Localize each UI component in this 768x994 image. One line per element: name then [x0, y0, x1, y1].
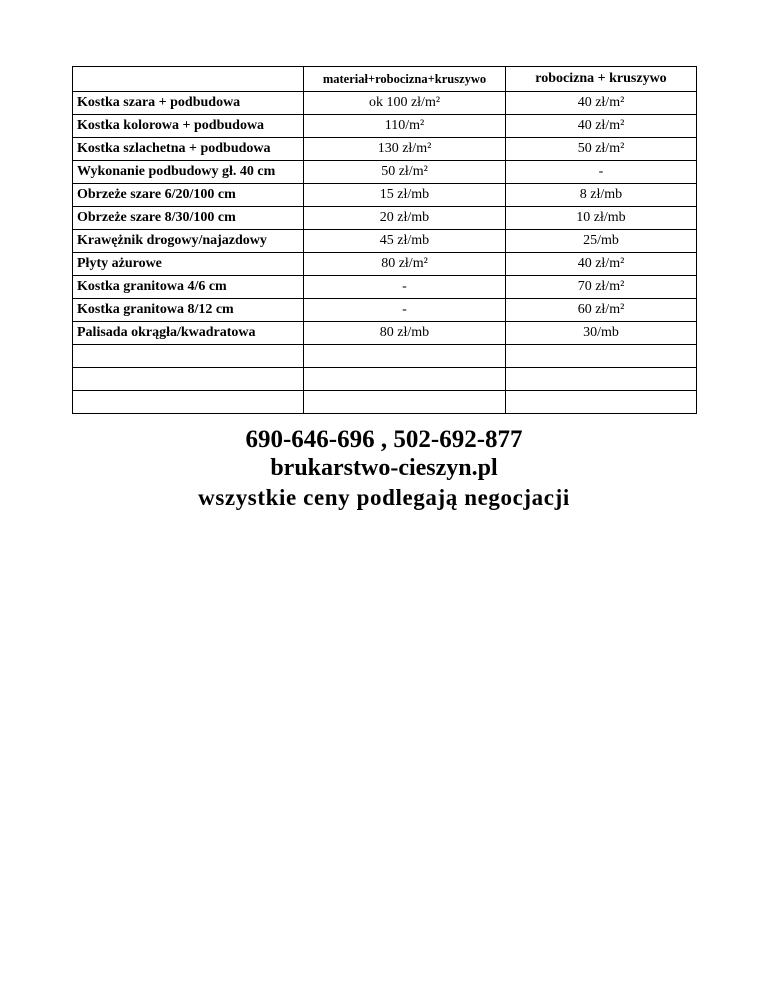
row-price-full: ok 100 zł/m²	[304, 92, 506, 115]
row-price-labor: -	[506, 161, 697, 184]
row-price-full: 80 zł/mb	[304, 322, 506, 345]
row-product-name: Obrzeże szare 6/20/100 cm	[73, 184, 304, 207]
website-link[interactable]: brukarstwo-cieszyn.pl	[270, 455, 498, 481]
row-price-full	[304, 345, 506, 368]
row-price-labor: 10 zł/mb	[506, 207, 697, 230]
table-row	[73, 161, 697, 184]
row-price-labor	[506, 391, 697, 414]
price-table	[72, 66, 697, 414]
row-product-name: Płyty ażurowe	[73, 253, 304, 276]
table-row	[73, 299, 697, 322]
row-product-name	[73, 345, 304, 368]
phone-numbers: 690-646-696 , 502-692-877	[245, 426, 523, 453]
row-product-name	[73, 391, 304, 414]
row-product-name: Krawężnik drogowy/najazdowy	[73, 230, 304, 253]
header-labor-only: robocizna + kruszywo	[506, 67, 697, 92]
row-price-full	[304, 368, 506, 391]
table-row	[73, 115, 697, 138]
row-price-full: 80 zł/m²	[304, 253, 506, 276]
row-price-labor: 70 zł/m²	[506, 276, 697, 299]
row-price-labor	[506, 345, 697, 368]
row-product-name: Wykonanie podbudowy gł. 40 cm	[73, 161, 304, 184]
row-price-full: 110/m²	[304, 115, 506, 138]
table-row	[73, 207, 697, 230]
header-cell-empty	[73, 67, 304, 92]
row-price-full	[304, 391, 506, 414]
row-product-name: Palisada okrągła/kwadratowa	[73, 322, 304, 345]
row-price-labor: 25/mb	[506, 230, 697, 253]
row-price-full: 45 zł/mb	[304, 230, 506, 253]
table-row	[73, 92, 697, 115]
row-price-labor: 8 zł/mb	[506, 184, 697, 207]
row-product-name: Kostka kolorowa + podbudowa	[73, 115, 304, 138]
row-price-labor: 40 zł/m²	[506, 92, 697, 115]
row-price-labor: 50 zł/m²	[506, 138, 697, 161]
row-price-full: 15 zł/mb	[304, 184, 506, 207]
table-row	[73, 138, 697, 161]
row-price-labor: 30/mb	[506, 322, 697, 345]
row-price-labor: 60 zł/m²	[506, 299, 697, 322]
table-row	[73, 276, 697, 299]
table-row	[73, 184, 697, 207]
row-price-labor	[506, 368, 697, 391]
row-product-name	[73, 368, 304, 391]
row-price-full: -	[304, 299, 506, 322]
row-product-name: Kostka szlachetna + podbudowa	[73, 138, 304, 161]
row-product-name: Kostka granitowa 8/12 cm	[73, 299, 304, 322]
table-row-empty	[73, 368, 697, 391]
table-row	[73, 322, 697, 345]
row-price-full: 50 zł/m²	[304, 161, 506, 184]
table-row-empty	[73, 345, 697, 368]
row-product-name: Kostka szara + podbudowa	[73, 92, 304, 115]
table-row	[73, 230, 697, 253]
row-product-name: Kostka granitowa 4/6 cm	[73, 276, 304, 299]
table-header-row	[73, 67, 697, 92]
row-price-labor: 40 zł/m²	[506, 253, 697, 276]
header-material-labor: materiał+robocizna+kruszywo	[304, 67, 506, 92]
row-price-full: -	[304, 276, 506, 299]
negotiation-note: wszystkie ceny podlegają negocjacji	[198, 485, 570, 510]
row-price-full: 20 zł/mb	[304, 207, 506, 230]
contact-footer	[0, 425, 768, 512]
table-row	[73, 253, 697, 276]
row-price-labor: 40 zł/m²	[506, 115, 697, 138]
row-product-name: Obrzeże szare 8/30/100 cm	[73, 207, 304, 230]
row-price-full: 130 zł/m²	[304, 138, 506, 161]
table-row-empty	[73, 391, 697, 414]
